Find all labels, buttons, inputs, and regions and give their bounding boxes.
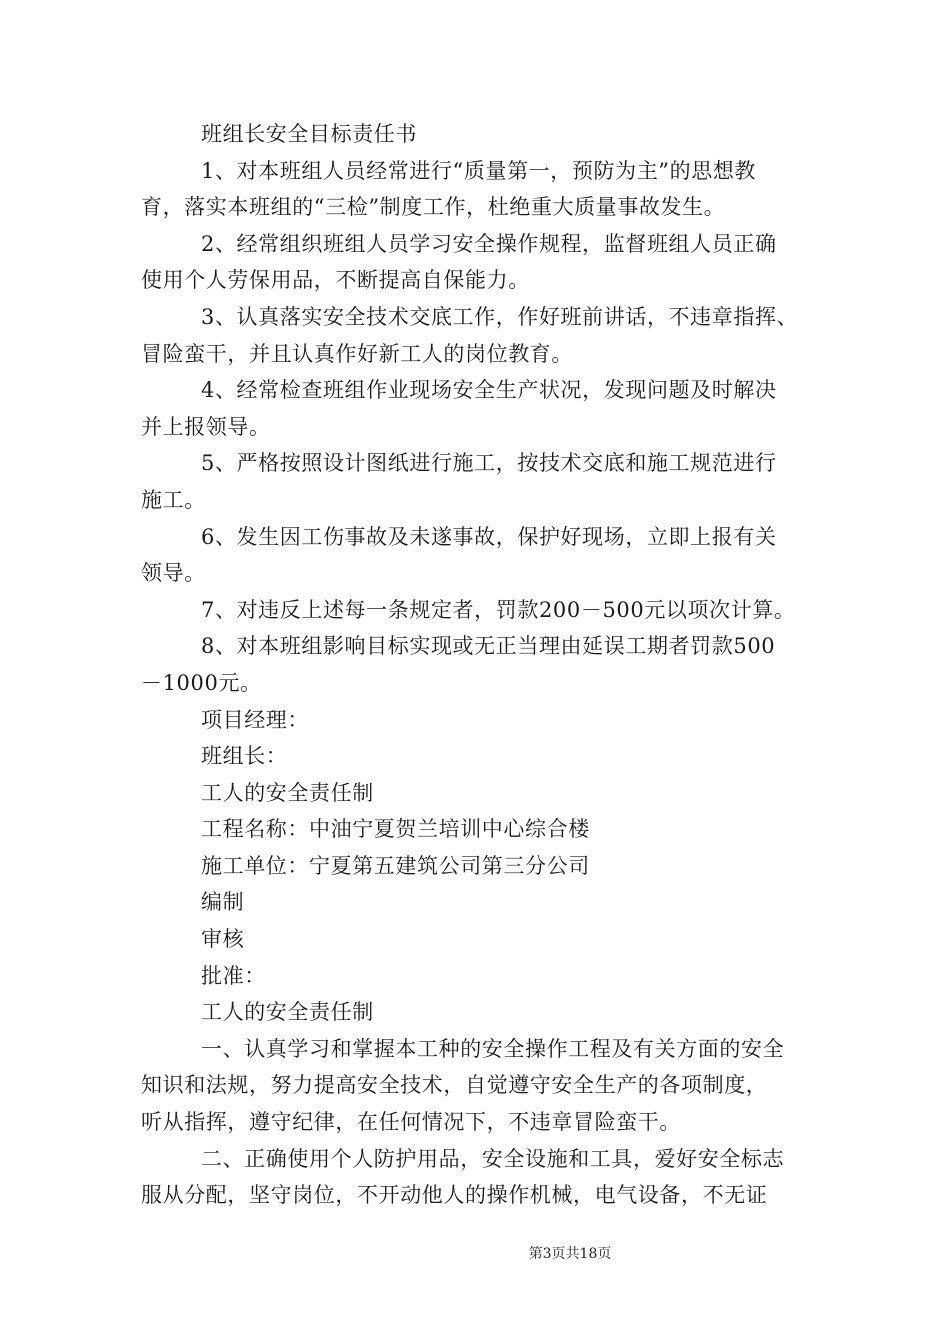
page-footer <box>0 1243 950 1263</box>
text-line: 6、发生因工伤事故及未遂事故，保护好现场，立即上报有关 <box>201 524 777 549</box>
text-line: 2、经常组织班组人员学习安全操作规程，监督班组人员正确 <box>201 231 777 256</box>
text-line: 班组长安全目标责任书 <box>201 122 417 146</box>
text-line: 批准： <box>201 963 266 988</box>
text-line: 审核 <box>201 927 245 952</box>
text-line: 班组长： <box>201 744 288 769</box>
text-line: 二、正确使用个人防护用品，安全设施和工具，爱好安全标志 <box>201 1146 785 1171</box>
text-line: 8、对本班组影响目标实现或无正当理由延误工期者罚款500 <box>201 634 776 659</box>
text-line: 知识和法规，努力提高安全技术，自觉遵守安全生产的各项制度， <box>141 1073 768 1098</box>
text-line: 一、认真学习和掌握本工种的安全操作工程及有关方面的安全 <box>201 1036 785 1061</box>
text-line: 育，落实本班组的“三检”制度工作，杜绝重大质量事故发生。 <box>141 195 726 220</box>
page-number-label: 第3页共18页 <box>528 1246 612 1262</box>
text-line: 7、对违反上述每一条规定者，罚款200－500元以项次计算。 <box>201 597 796 622</box>
text-line: 使用个人劳保用品，不断提高自保能力。 <box>141 268 530 293</box>
text-line: 项目经理： <box>201 707 309 732</box>
document-body <box>141 116 811 1214</box>
text-line: 1、对本班组人员经常进行“质量第一，预防为主”的思想教 <box>201 158 757 183</box>
text-line: 冒险蛮干，并且认真作好新工人的岗位教育。 <box>141 341 573 366</box>
text-line: 工人的安全责任制 <box>201 1000 374 1025</box>
text-line: 3、认真落实安全技术交底工作，作好班前讲话，不违章指挥、 <box>201 304 799 329</box>
text-line: 施工单位：宁夏第五建筑公司第三分公司 <box>201 853 590 878</box>
text-line: 施工。 <box>141 487 206 512</box>
text-line: 领导。 <box>141 561 206 586</box>
text-line: 服从分配，坚守岗位，不开动他人的操作机械，电气设备，不无证 <box>141 1183 768 1208</box>
text-line: －1000元。 <box>141 670 262 695</box>
text-line: 工程名称：中油宁夏贺兰培训中心综合楼 <box>201 817 590 842</box>
text-line: 并上报领导。 <box>141 414 271 439</box>
text-line: 工人的安全责任制 <box>201 780 374 805</box>
text-line: 编制 <box>201 890 245 915</box>
text-line: 4、经常检查班组作业现场安全生产状况，发现问题及时解决 <box>201 378 777 403</box>
text-line: 5、严格按照设计图纸进行施工，按技术交底和施工规范进行 <box>201 451 777 476</box>
text-line: 听从指挥，遵守纪律，在任何情况下，不违章冒险蛮干。 <box>141 1110 681 1135</box>
